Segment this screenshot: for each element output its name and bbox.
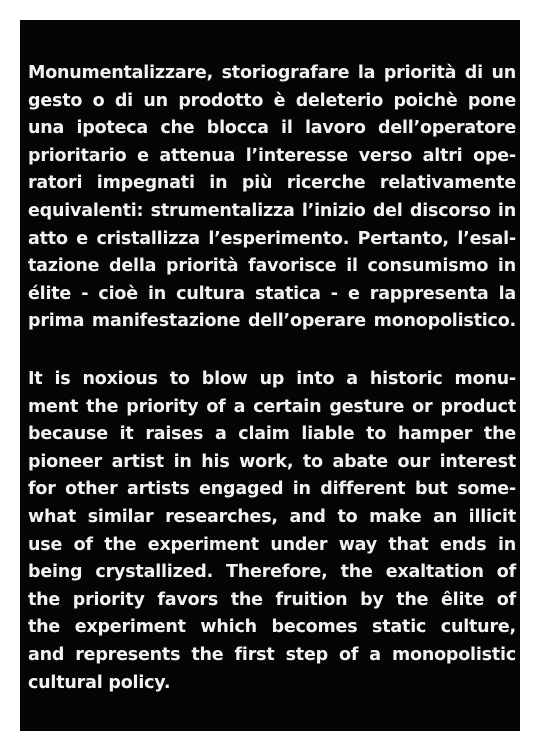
text-line: prioritario e attenua l’interesse verso altri ope- [28,145,516,166]
text-line: being crystallized. Therefore, the exaltation of [28,562,516,583]
italian-paragraph [28,60,516,336]
text-line: use of the experiment under way that ends in [28,534,516,555]
text-line: ment the priority of a certain gesture or product [28,396,516,417]
text-line: gesto o di un prodotto è deleterio poichè pone [28,90,516,111]
text-line: tazione della priorità favorisce il consumismo in [28,256,516,277]
text-line: because it raises a claim liable to hamper the [28,424,516,445]
text-line: élite - cioè in cultura statica - e rappresenta la [28,283,516,304]
text-line: what similar researches, and to make an illicit [28,506,516,527]
text-line: cultural policy. [28,672,171,693]
english-paragraph [28,366,516,697]
text-line: It is noxious to blow up into a historic monu- [28,369,516,389]
text-line: prima manifestazione dell’operare monopolistico. [28,311,516,332]
text-line: atto e cristallizza l’esperimento. Pertanto, l’esal- [28,228,516,249]
text-line: pioneer artist in his work, to abate our interest [28,451,516,472]
text-line: the experiment which becomes static culture, [28,617,516,638]
text-line: ratori impegnati in più ricerche relativamente [28,173,516,194]
black-text-panel [20,20,520,731]
text-line: Monumentalizzare, storiografare la priorità di un [28,63,516,83]
text-line: for other artists engaged in different but some- [28,479,516,500]
text-line: equivalenti: strumentalizza l’inizio del discorso in [28,200,516,221]
text-line: the priority favors the fruition by the êlite of [28,589,516,610]
text-line: and represents the first step of a monopolistic [28,644,516,665]
text-line: una ipoteca che blocca il lavoro dell’operatore [28,118,516,139]
